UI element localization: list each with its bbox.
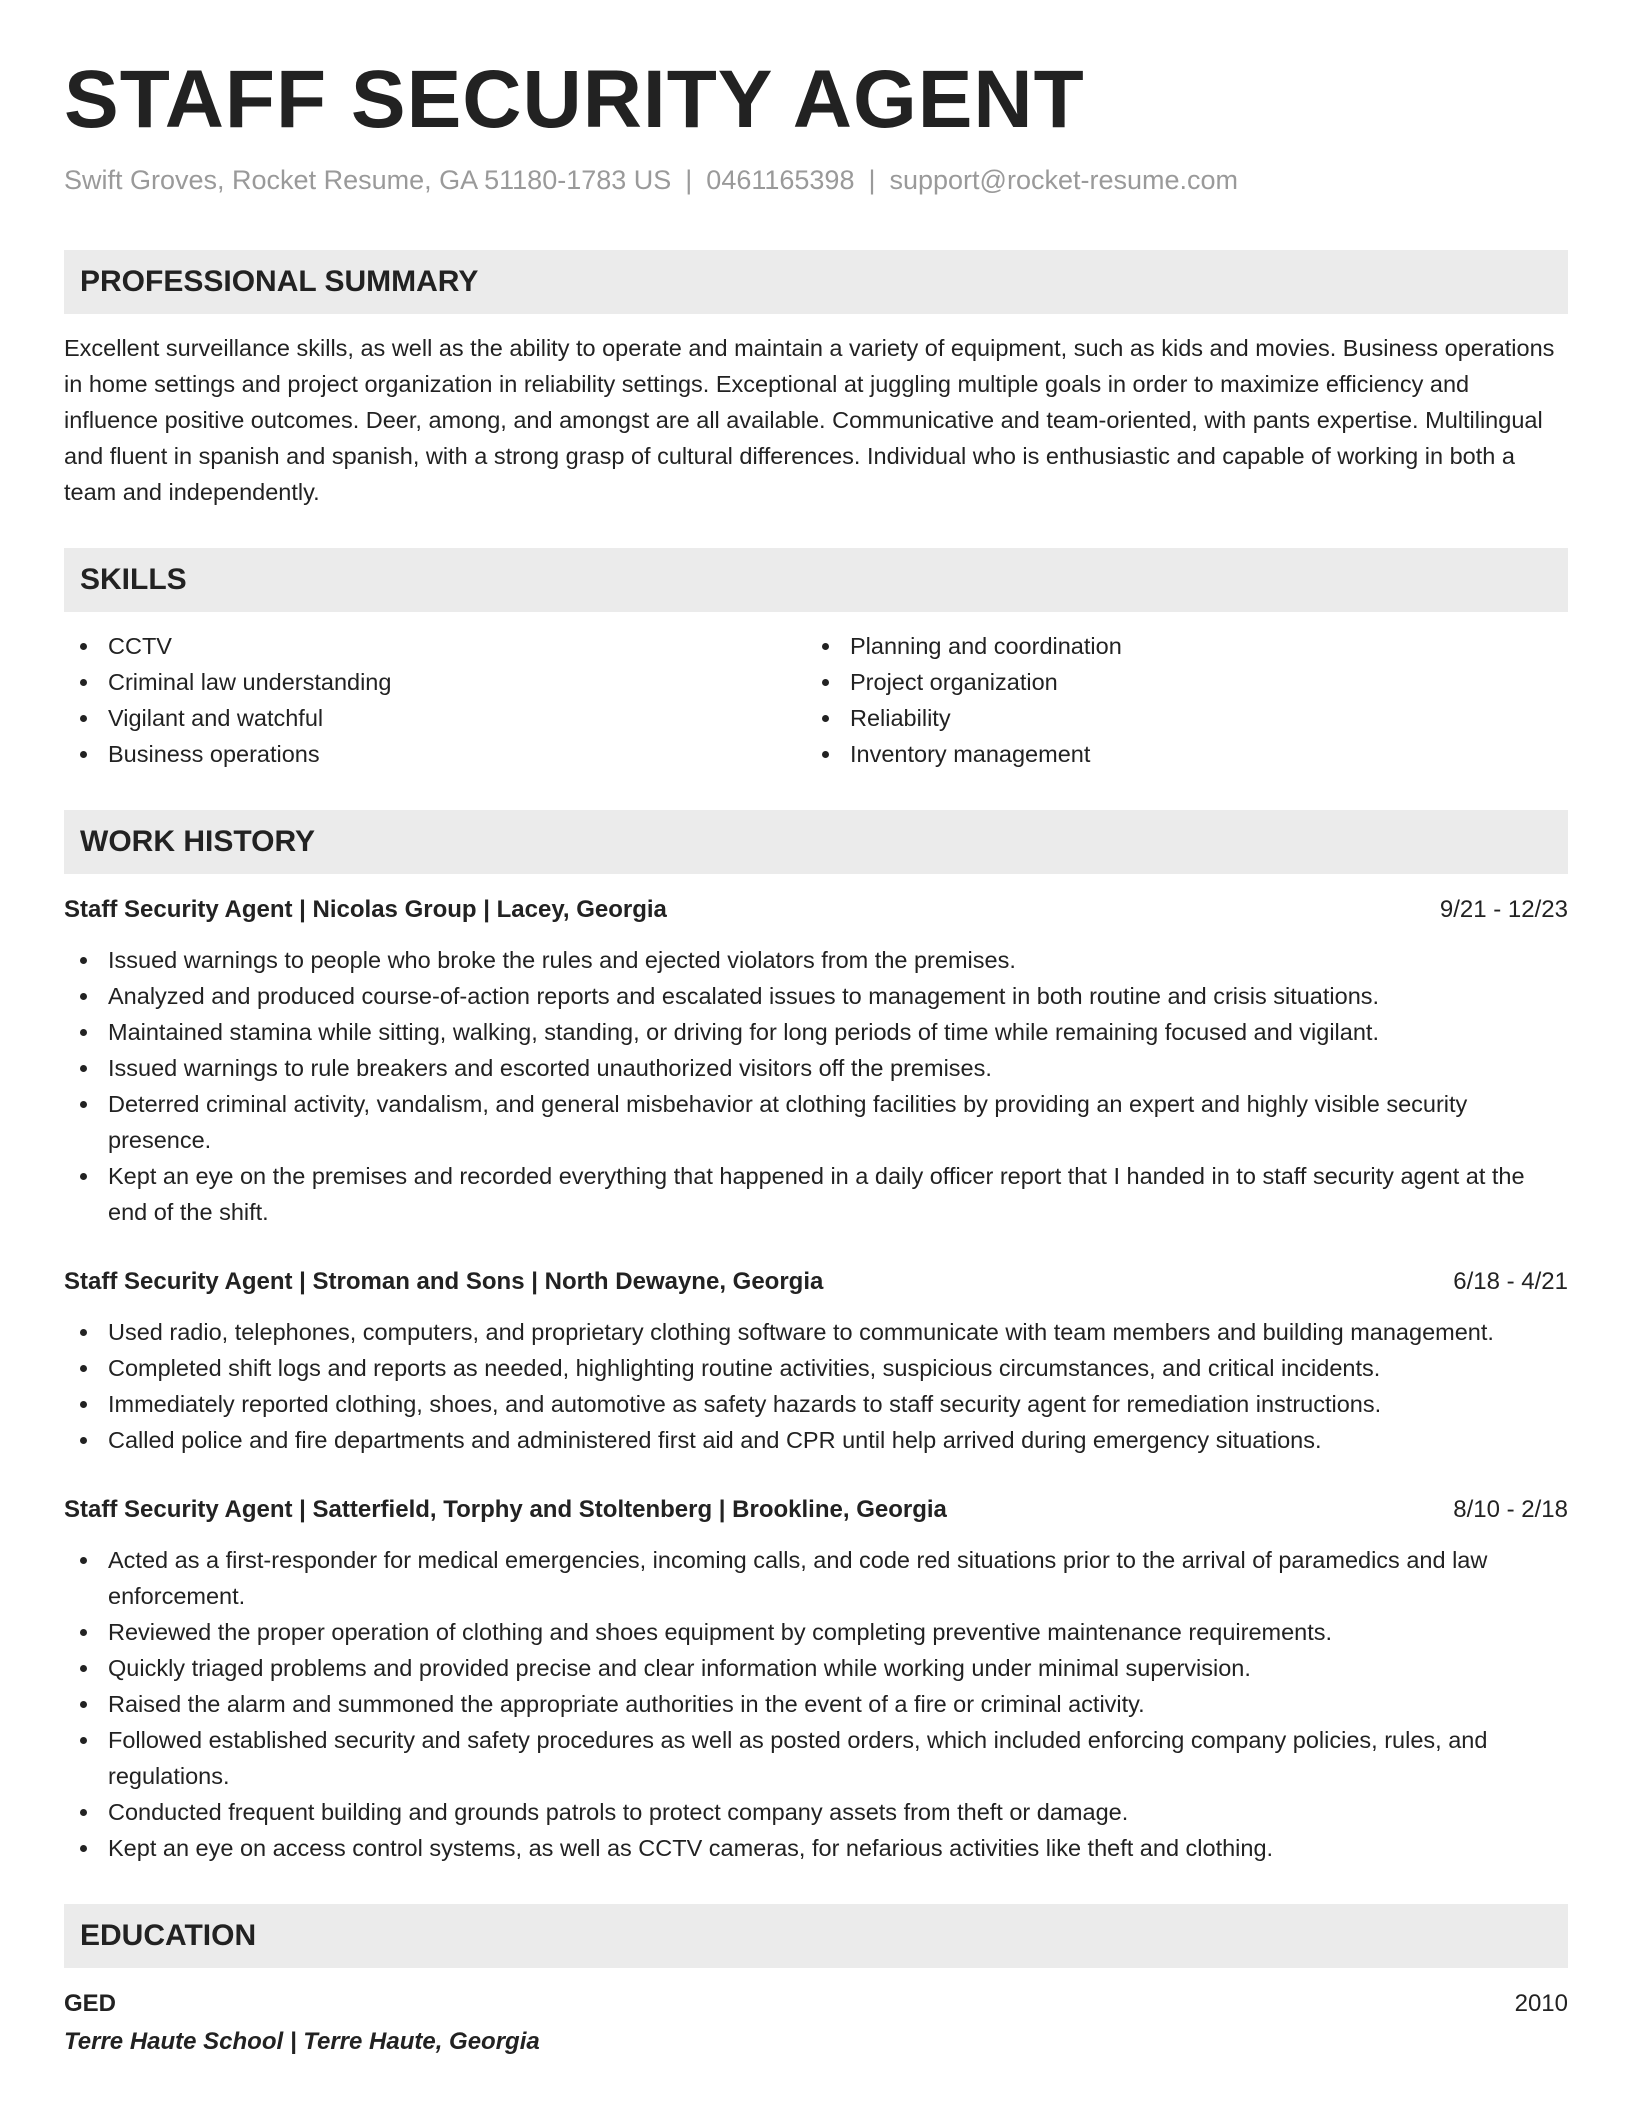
education-year: 2010 (1514, 1990, 1568, 2017)
contact-email[interactable]: support@rocket-resume.com (889, 165, 1239, 195)
job-bullet: Reviewed the proper operation of clothing and shoes equipment by completing preventive maintenance requirements. (64, 1614, 1568, 1650)
skill-item: Reliability (806, 700, 1548, 736)
skills-list (64, 628, 1568, 772)
job-bullet: Raised the alarm and summoned the appropriate authorities in the event of a fire or criminal activity. (64, 1686, 1568, 1722)
job-bullet: Issued warnings to rule breakers and escorted unauthorized visitors off the premises. (64, 1050, 1568, 1086)
skill-item: Criminal law understanding (64, 664, 806, 700)
job-bullet: Quickly triaged problems and provided precise and clear information while working under minimal supervision. (64, 1650, 1568, 1686)
job-entry (64, 1492, 1568, 1866)
job-title: Staff Security Agent | Stroman and Sons | North Dewayne, Georgia (64, 1268, 824, 1295)
job-bullet: Used radio, telephones, computers, and proprietary clothing software to communicate with team members and building management. (64, 1314, 1568, 1350)
job-bullet: Completed shift logs and reports as needed, highlighting routine activities, suspicious circumstances, and critical incidents. (64, 1350, 1568, 1386)
section-heading-work-history: WORK HISTORY (64, 810, 1568, 874)
section-heading-summary: PROFESSIONAL SUMMARY (64, 250, 1568, 314)
education-header (64, 1986, 1568, 2022)
education-degree: GED (64, 1990, 117, 2017)
contact-phone: 0461165398 (706, 165, 855, 195)
skill-item: Inventory management (806, 736, 1548, 772)
job-bullet: Followed established security and safety procedures as well as posted orders, which included enforcing company policies, rules, and regulations. (64, 1722, 1568, 1794)
job-bullet: Conducted frequent building and grounds patrols to protect company assets from theft or damage. (64, 1794, 1568, 1830)
job-bullets (64, 1542, 1568, 1866)
job-bullets (64, 942, 1568, 1230)
job-header (64, 892, 1568, 928)
job-header (64, 1492, 1568, 1528)
job-dates: 9/21 - 12/23 (1439, 896, 1568, 923)
job-title: Staff Security Agent | Satterfield, Torphy and Stoltenberg | Brookline, Georgia (64, 1496, 947, 1523)
job-bullet: Maintained stamina while sitting, walking, standing, or driving for long periods of time while remaining focused and vigilant. (64, 1014, 1568, 1050)
skill-item: Business operations (64, 736, 806, 772)
job-entry (64, 892, 1568, 1230)
skills-column-left (64, 628, 806, 772)
section-heading-skills: SKILLS (64, 548, 1568, 612)
contact-address: Swift Groves, Rocket Resume, GA 51180-1783 US (64, 165, 672, 195)
skill-item: CCTV (64, 628, 806, 664)
job-bullet: Immediately reported clothing, shoes, and automotive as safety hazards to staff security agent for remediation instructions. (64, 1386, 1568, 1422)
resume-name: STAFF SECURITY AGENT (64, 54, 1085, 145)
summary-text: Excellent surveillance skills, as well as the ability to operate and maintain a variety of equipment, such as kids and movies. Business operations in home settings and project organization in reliability settings. Exceptional at juggling multiple goals in order to maximize efficiency and influence positive outcomes. Deer, among, and amongst are all available. Communicative and team-oriented, with pants expertise. Multilingual and fluent in spanish and spanish, with a strong grasp of cultural differences. Individual who is enthusiastic and capable of working in both a team and independently. (64, 335, 1555, 505)
contact-separator: | (685, 165, 693, 195)
job-dates: 8/10 - 2/18 (1453, 1496, 1568, 1523)
job-bullet: Deterred criminal activity, vandalism, and general misbehavior at clothing facilities by providing an expert and highly visible security presence. (64, 1086, 1568, 1158)
job-header (64, 1264, 1568, 1300)
contact-line (64, 162, 1568, 198)
job-bullet: Kept an eye on access control systems, as well as CCTV cameras, for nefarious activities like theft and clothing. (64, 1830, 1568, 1866)
skill-item: Vigilant and watchful (64, 700, 806, 736)
job-entry (64, 1264, 1568, 1458)
section-heading-education: EDUCATION (64, 1904, 1568, 1968)
skill-item: Planning and coordination (806, 628, 1548, 664)
job-bullet: Acted as a first-responder for medical emergencies, incoming calls, and code red situations prior to the arrival of paramedics and law enforcement. (64, 1542, 1568, 1614)
education-school: Terre Haute School | Terre Haute, Georgia (64, 2028, 540, 2055)
skill-item: Project organization (806, 664, 1548, 700)
job-title: Staff Security Agent | Nicolas Group | Lacey, Georgia (64, 896, 667, 923)
job-dates: 6/18 - 4/21 (1453, 1268, 1568, 1295)
skills-column-right (806, 628, 1548, 772)
job-bullet: Kept an eye on the premises and recorded everything that happened in a daily officer report that I handed in to staff security agent at the end of the shift. (64, 1158, 1568, 1230)
job-bullet: Analyzed and produced course-of-action reports and escalated issues to management in both routine and crisis situations. (64, 978, 1568, 1014)
job-bullet: Issued warnings to people who broke the rules and ejected violators from the premises. (64, 942, 1568, 978)
job-bullet: Called police and fire departments and administered first aid and CPR until help arrived during emergency situations. (64, 1422, 1568, 1458)
job-bullets (64, 1314, 1568, 1458)
contact-separator: | (868, 165, 876, 195)
